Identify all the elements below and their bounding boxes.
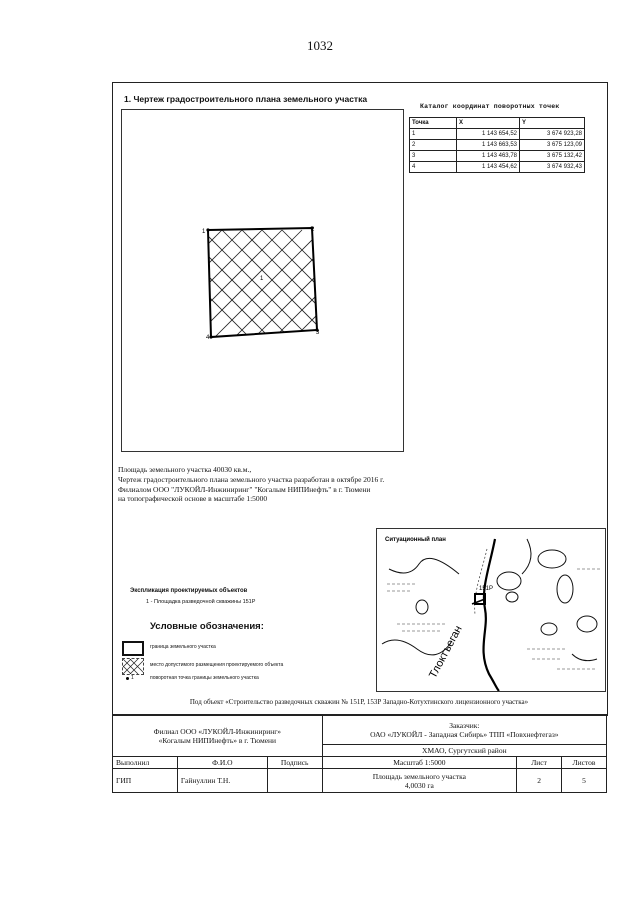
drawing-frame xyxy=(121,109,404,452)
note-scale: на топографической основе в масштабе 1:5000 xyxy=(118,494,268,504)
map-label-top: Ситуационный план xyxy=(385,537,446,543)
note-date: Чертеж градостроительного плана земельного участка разработан в октябре 2016 г. xyxy=(118,474,385,484)
table-row: 4 1 143 454,62 3 674 932,43 xyxy=(410,162,585,173)
object-number-label: 1 xyxy=(260,276,264,282)
explication-item: 1 - Площадка разведочной скважины 151Р xyxy=(146,599,256,605)
legend-point-icon xyxy=(126,677,129,680)
sign-cell xyxy=(267,769,322,793)
situation-map-drawing xyxy=(377,529,605,691)
well-label: 151Р xyxy=(479,586,494,592)
drawing-title: 1. Чертеж градостроительного плана земельного участка xyxy=(124,94,368,104)
turn-point-label-3: 3 xyxy=(316,330,320,336)
legend-point-label: поворотная точка границы земельного участка xyxy=(150,675,259,681)
situation-map xyxy=(376,528,606,692)
col-point: Точка xyxy=(410,118,457,129)
explication-title: Экспликация проектируемых объектов xyxy=(130,588,248,594)
customer-cell: Заказчик: ОАО «ЛУКОЙЛ - Западная Сибирь» ТПП «Повхнефтегаз» xyxy=(322,715,606,745)
turn-point-label-1: 1 xyxy=(202,229,206,235)
plot-boundary xyxy=(208,228,317,337)
sheet-cell: 2 xyxy=(517,769,562,793)
table-row: 3 1 143 463,78 3 675 132,42 xyxy=(410,151,585,162)
turn-point-4 xyxy=(209,335,212,338)
turn-point-label-2: 2 xyxy=(311,227,315,233)
note-author: Филиалом ООО "ЛУКОЙЛ-Инжиниринг" "Когалым НИПИнефть" в г. Тюмени xyxy=(118,484,371,494)
table-row: 2 1 143 663,53 3 675 123,09 xyxy=(410,140,585,151)
header-scale: Масштаб 1:5000 xyxy=(322,757,516,769)
river-label: Тлоктъеган xyxy=(427,623,465,681)
legend-title: Условные обозначения: xyxy=(150,621,264,632)
sheets-cell: 5 xyxy=(562,769,607,793)
legend-hatch-symbol xyxy=(122,658,144,675)
legend-point-mark: 1 xyxy=(131,675,134,681)
turn-point-1 xyxy=(206,228,209,231)
header-done: Выполнил xyxy=(113,757,178,769)
legend-boundary-label: граница земельного участка xyxy=(150,644,216,650)
region-cell: ХМАО, Сургутский район xyxy=(322,745,606,757)
header-sheets: Листов xyxy=(562,757,607,769)
river-line xyxy=(484,539,499,691)
header-fio: Ф.И.О xyxy=(177,757,267,769)
catalog-title: Каталог координат поворотных точек xyxy=(420,103,560,110)
name-cell: Гайнуллин Т.Н. xyxy=(177,769,267,793)
table-row: 1 1 143 654,52 3 674 923,28 xyxy=(410,129,585,140)
object-line: Под объект «Строительство разведочных скважин № 151Р, 153Р Западно-Котухтинского лицензионного участка» xyxy=(189,698,529,706)
plot-hatch xyxy=(122,230,402,350)
note-area: Площадь земельного участка 40030 кв.м., xyxy=(118,465,252,474)
legend-hatch-label: место допустимого размещения проектируемого объекта xyxy=(150,662,284,668)
col-y: Y xyxy=(520,118,585,129)
legend-boundary-symbol xyxy=(122,641,144,656)
turn-point-label-4: 4 xyxy=(206,335,210,341)
col-x: X xyxy=(457,118,520,129)
coordinates-table xyxy=(409,117,585,173)
area-cell: Площадь земельного участка 4,0030 га xyxy=(322,769,516,793)
plot-notes xyxy=(118,465,384,504)
role-cell: ГИП xyxy=(113,769,178,793)
header-sheet: Лист xyxy=(517,757,562,769)
plot-drawing xyxy=(122,110,403,451)
page-number: 1032 xyxy=(307,38,333,53)
header-sign: Подпись xyxy=(267,757,322,769)
title-block xyxy=(112,714,607,793)
org-cell: Филиал ООО «ЛУКОЙЛ-Инжиниринг» «Когалым НИПИнефть» в г. Тюмени xyxy=(113,715,323,757)
